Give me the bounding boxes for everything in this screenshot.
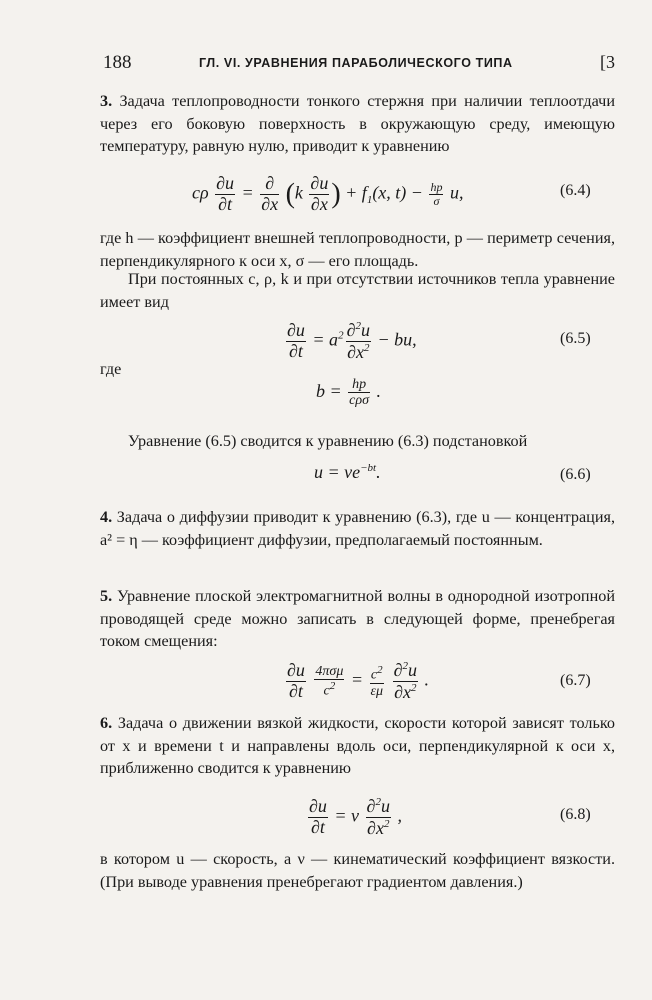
equation-6-5: $\frac{\partial u}{\partial t}$ = $a^2$ $\frac{\partial^2u}{\partial x^2}$ − bu, — [287, 320, 417, 362]
running-title: ГЛ. VI. УРАВНЕНИЯ ПАРАБОЛИЧЕСКОГО ТИПА — [199, 56, 513, 70]
equation-b: b = $\frac{hp}{\text{cρσ}}$ . — [316, 377, 381, 409]
where-word: где — [100, 360, 122, 378]
paragraph-text: Задача о диффузии приводит к уравнению (6.3), где u — концентрация, a² = η — коэффициент диффузии, предполагаемый постоянным. — [100, 508, 615, 549]
equation-6-8: $\frac{\partial u}{\partial t}$ = ν $\frac{\partial^2u}{\partial x^2}$ , — [309, 796, 402, 838]
paragraph-text: Задача теплопроводности тонкого стержня при наличии теплоотдачи через его боковую поверхность в окружающую среду, имеющую температуру, равную нулю, приводит к уравнению — [100, 92, 615, 155]
equation-number: (6.4) — [560, 182, 591, 199]
paragraph-3 — [100, 90, 615, 158]
paragraph-3c: При постоянных c, ρ, k и при отсутствии источников тепла уравнение имеет вид — [100, 270, 615, 311]
item-number: 5. — [100, 587, 113, 605]
paragraph-3b: где h — коэффициент внешней теплопроводности, p — периметр сечения, перпендикулярного к оси x, σ — его площадь. — [100, 229, 615, 270]
paragraph-3d: Уравнение (6.5) сводится к уравнению (6.3) подстановкой — [128, 432, 528, 450]
section-mark: [3 — [600, 52, 615, 72]
equation-number: (6.6) — [560, 466, 591, 483]
page-number: 188 — [103, 52, 132, 73]
paragraph-6 — [100, 712, 615, 780]
paragraph-text: Уравнение плоской электромагнитной волны в однородной изотропной проводящей среде можно записать в следующей форме, пренебрегая током смещения: — [100, 587, 615, 650]
equation-number: (6.7) — [560, 672, 591, 689]
item-number: 6. — [100, 714, 113, 732]
paragraph-text: Задача о движении вязкой жидкости, скорости которой зависят только от x и времени t и направлены вдоль оси, перпендикулярной к оси x, приближенно сводится к уравнению — [100, 714, 615, 777]
item-number: 3. — [100, 92, 113, 110]
paragraph-5 — [100, 585, 615, 653]
equation-number: (6.8) — [560, 806, 591, 823]
equation-6-6: $u = ve^{-bt}$. — [314, 462, 381, 482]
paragraph-4 — [100, 506, 615, 551]
equation-6-4: cρ $\frac{\partial u}{\partial t}$ = $\frac{\partial}{\partial x}$ (k $\frac{\partial u}{\partial x}$ ) + $f_1(x$, t) − $\frac{hp}{\sigma}$ u, — [192, 173, 464, 214]
equation-6-7: $\frac{\partial u}{\partial t}$ $\frac{\text{4πσμ}}{c^2}$ = $\frac{c^2}{\varepsilon\mu}$ $\frac{\partial^2u}{\partial x^2}$ . — [287, 660, 429, 702]
equation-number: (6.5) — [560, 330, 591, 347]
paragraph-6b: в котором u — скорость, а ν — кинематический коэффициент вязкости. (При выводе уравнения пренебрегают градиентом давления.) — [100, 850, 615, 891]
page-header — [103, 52, 615, 74]
item-number: 4. — [100, 508, 113, 526]
